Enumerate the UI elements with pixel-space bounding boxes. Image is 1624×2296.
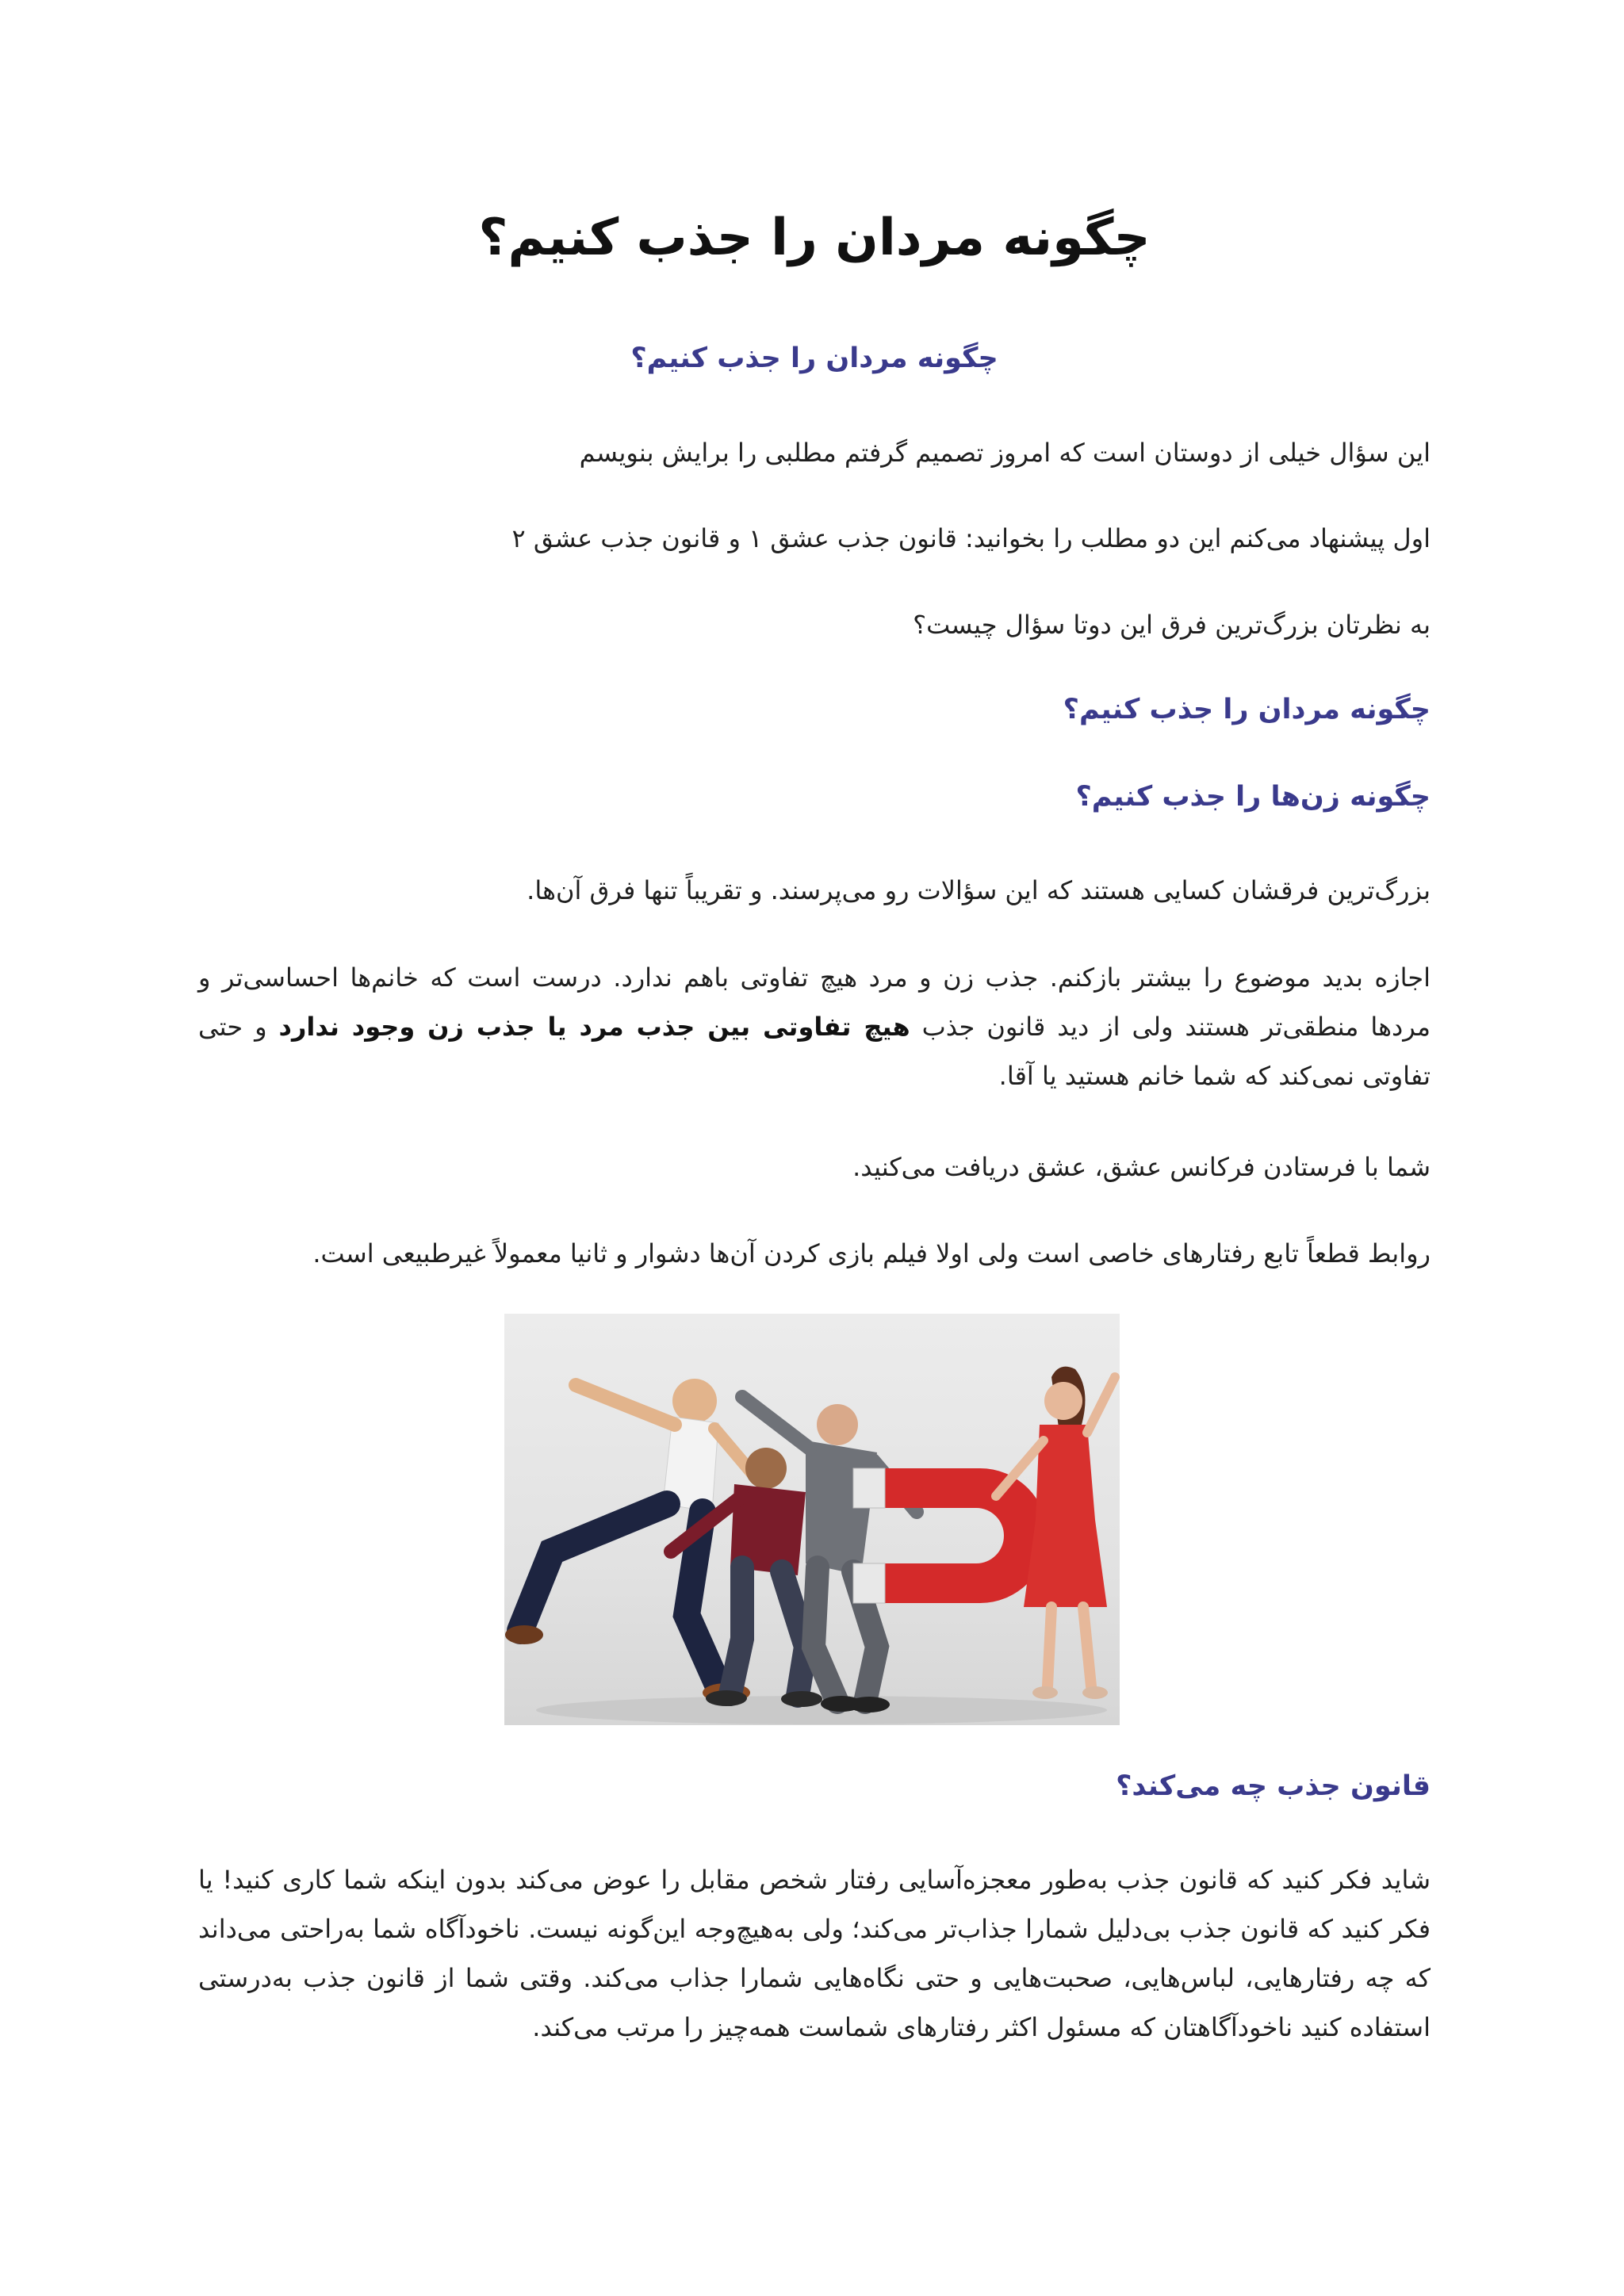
paragraph-suggestion: اول پیشنهاد می‌کنم این دو مطلب را بخوانید: قانون جذب عشق ۱ و قانون جذب عشق ۲: [511, 523, 1431, 553]
magnet-illustration-image: [504, 1314, 1120, 1725]
paragraph-difference: بزرگ‌ترین فرقشان کسایی هستند که این سؤالات رو می‌پرسند. و تقریباً تنها فرق آن‌ها.: [527, 875, 1431, 905]
paragraph-frequency: شما با فرستادن فرکانس عشق، عشق دریافت می‌کنید.: [852, 1152, 1431, 1182]
heading-attract-women: چگونه زن‌ها را جذب کنیم؟: [1075, 781, 1431, 813]
paragraph-text: و حتی تفاوتی نمی‌کند که شما خانم هستید یا آقا.: [198, 1012, 1431, 1091]
magnet-illustration-svg: [504, 1314, 1120, 1725]
page-title: چگونه مردان را جذب کنیم؟: [478, 209, 1151, 267]
paragraph-intro: این سؤال خیلی از دوستان است که امروز تصمیم گرفتم مطلبی را برایش بنویسم: [579, 438, 1431, 468]
magnet-icon: [853, 1468, 1048, 1603]
bold-emphasis: هیچ تفاوتی بین جذب مرد یا جذب زن وجود ندارد: [278, 1012, 910, 1042]
heading-what-law-does: قانون جذب چه می‌کند؟: [1116, 1770, 1431, 1802]
paragraph-no-difference: [198, 953, 1431, 1100]
man-white-shirt: [505, 1379, 758, 1702]
section-subtitle: چگونه مردان را جذب کنیم؟: [630, 342, 998, 374]
heading-attract-men: چگونه مردان را جذب کنیم؟: [1063, 694, 1431, 725]
paragraph-relationships: روابط قطعاً تابع رفتارهای خاصی است ولی اولا فیلم بازی کردن آن‌ها دشوار و ثانیا معمولاً غیرطبیعی است.: [312, 1238, 1431, 1269]
paragraph-question: به نظرتان بزرگ‌ترین فرق این دوتا سؤال چیست؟: [913, 610, 1431, 640]
paragraph-law-explanation: شاید فکر کنید که قانون جذب به‌طور معجزه‌آسایی رفتار شخص مقابل را عوض می‌کند بدون اینکه شما کاری کنید! یا فکر کنید که قانون جذب بی‌دلیل شمارا جذاب‌تر می‌کند؛ ولی به‌هیچ‌وجه این‌گونه نیست. ناخودآگاه شما به‌راحتی می‌داند که چه رفتارهایی، لباس‌هایی، صحبت‌هایی و حتی نگاه‌هایی شمارا جذاب می‌کند. وقتی شما از قانون جذب به‌درستی استفاده کنید ناخودآگاهتان که مسئول اکثر رفتارهای شماست همه‌چیز را مرتب می‌کند.: [198, 1865, 1431, 2042]
paragraph-text: اجازه بدید موضوع را بیشتر بازکنم. جذب زن و مرد هیچ تفاوتی باهم ندارد. درست است که خانم‌ها احساسی‌تر و مردها منطقی‌تر هستند ولی از دید قانون جذب: [198, 962, 1431, 1042]
